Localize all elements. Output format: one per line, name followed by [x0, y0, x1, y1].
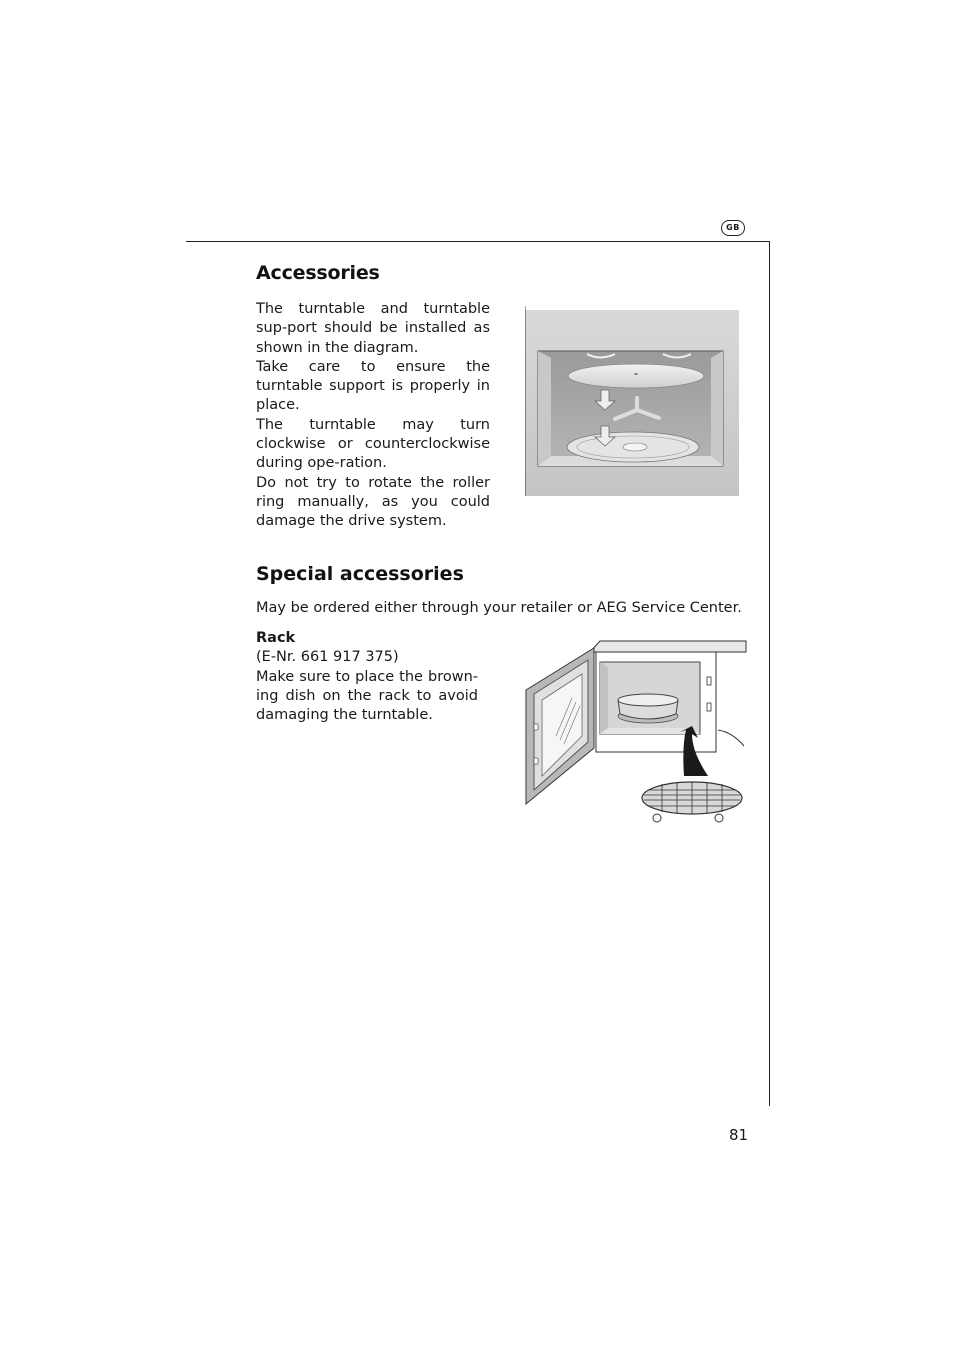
door-hinge — [534, 758, 538, 764]
cavity-right-wall — [711, 351, 723, 466]
cavity-floor — [600, 728, 700, 734]
accessories-text — [256, 300, 490, 532]
rack-diagram — [522, 640, 748, 826]
oven-side-curve — [718, 730, 744, 746]
page-number: 81 — [729, 1126, 749, 1144]
rack-foot — [715, 814, 723, 822]
rack-part-number: (E-Nr. 661 917 375) — [256, 649, 399, 666]
door-hinge — [534, 724, 538, 730]
special-accessories-heading: Special accessories — [256, 563, 464, 585]
drive-hub — [623, 443, 647, 451]
rack-foot — [653, 814, 661, 822]
accessories-paragraph: Take care to ensure the turntable support is properly in place. — [256, 358, 490, 414]
accessories-paragraph: The turntable and turntable sup-port should be installed as shown in the diagram. — [256, 301, 490, 356]
browning-dish-rim — [618, 694, 678, 706]
cavity-left-wall — [600, 662, 608, 734]
rack-title: Rack — [256, 630, 296, 646]
oven-top — [590, 641, 746, 652]
cavity-left-wall — [538, 351, 551, 466]
panel-button — [707, 677, 711, 685]
special-accessories-intro: May be ordered either through your retailer or AEG Service Center. — [256, 600, 742, 616]
header-rule — [186, 241, 770, 242]
rack-description — [256, 629, 478, 725]
accessories-paragraph: Do not try to rotate the roller ring manually, as you could damage the drive system. — [256, 474, 490, 530]
turntable-plate — [568, 364, 704, 388]
panel-button — [707, 703, 711, 711]
margin-rule — [769, 241, 770, 1106]
plate-center — [634, 373, 638, 375]
accessories-paragraph: The turntable may turn clockwise or counterclockwise during ope-ration. — [256, 416, 490, 472]
rack-text: Make sure to place the brown-ing dish on the rack to avoid damaging the turntable. — [256, 668, 478, 724]
accessories-heading: Accessories — [256, 262, 380, 284]
language-badge: GB — [721, 220, 745, 236]
turntable-diagram — [525, 306, 739, 496]
